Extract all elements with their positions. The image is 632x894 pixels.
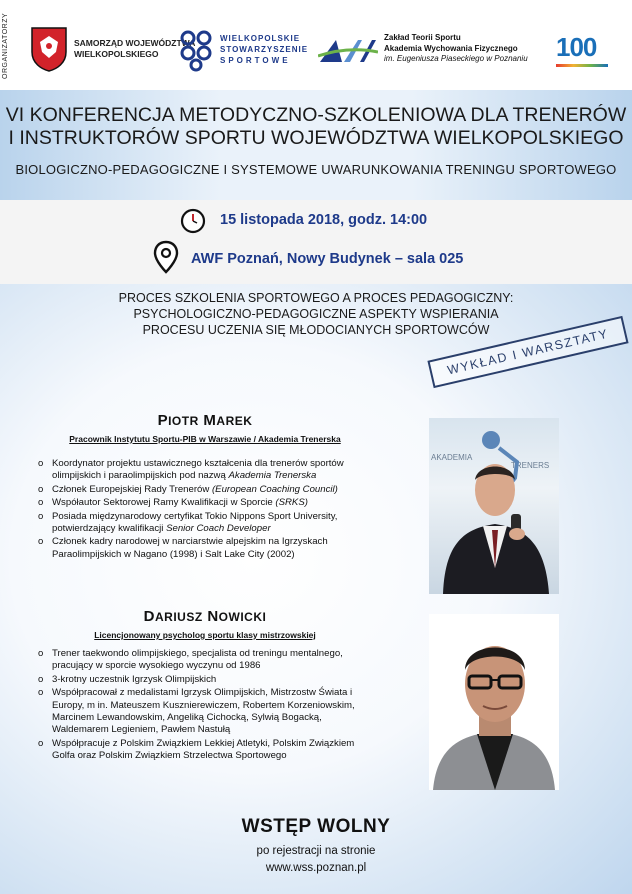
wss-logo-text: WIELKOPOLSKIE STOWARZYSZENIE SPORTOWE [220, 34, 309, 65]
conference-subtitle: BIOLOGICZNO-PEDAGOGICZNE I SYSTEMOWE UWARUNKOWANIA TRENINGU SPORTOWEGO [15, 162, 617, 177]
speaker1-bio-item: o Posiada międzynarodowy certyfikat Tokio Nippons Sport University, potwierdzający kwalifikacji Senior Coach Developer [38, 511, 373, 536]
speaker1-bio-item: o Członek Europejskiej Rady Trenerów (European Coaching Council) [38, 484, 373, 496]
speaker2-name: DARIUSZ NOWICKI [143, 608, 267, 625]
speaker2-bio-item: o Współpracuje z Polskim Związkiem Lekkiej Atletyki, Polskim Związkiem Golfa oraz Polskim Związkiem Strzelectwa Sportowego [38, 738, 373, 763]
samorzad-logo-text: SAMORZĄD WOJEWÓDZTWA WIELKOPOLSKIEGO [74, 38, 196, 59]
registration-link[interactable]: www.wss.poznan.pl [265, 862, 367, 874]
speaker1-name: PIOTR MAREK [157, 412, 253, 429]
speaker2-portrait [429, 614, 559, 790]
wss-emblem-logo [176, 28, 216, 72]
speaker1-bio-item: o Koordynator projektu ustawicznego kształcenia dla trenerów sportów olimpijskich i paraolimpijskich pod nazwą Akademia Trenerska [38, 458, 373, 483]
event-date: 15 listopada 2018, godz. 14:00 [220, 212, 428, 228]
speaker2-role: Licencjonowany psycholog sportu klasy mistrzowskiej [94, 630, 316, 640]
svg-text:AKADEMIA: AKADEMIA [431, 453, 473, 462]
svg-text:TRENERS: TRENERS [511, 461, 550, 470]
registration-note: po rejestracji na stronie [256, 845, 376, 857]
speaker1-bio-item: o Członek kadry narodowej w narciarstwie alpejskim na Igrzyskach Paraolimpijskich w Nagano (1998) i Salt Lake City (2002) [38, 536, 373, 561]
event-location: AWF Poznań, Nowy Budynek – sala 025 [191, 251, 464, 267]
clock-icon [180, 206, 206, 234]
awf-swoosh-icon [318, 36, 378, 66]
awf-logo [318, 36, 378, 66]
speaker1-portrait [429, 418, 559, 594]
lecture-format-stamp: WYKŁAD I WARSZTATY [427, 316, 628, 388]
speaker2-bio-item: o Współpracował z medalistami Igrzysk Olimpijskich, Mistrzostw Świata i Europy, m in. Mateuszem Kusznierewiczem, Robertem Korzeniowskim, Marcinem Lewandowskim, Angeliką Cichocką, Sylwią Bogacką, Waldemarem Legieniem, Pawłem Nastułą [38, 687, 373, 737]
speaker2-bio-list [38, 648, 373, 764]
speaker1-role: Pracownik Instytutu Sportu-PIB w Warszawie / Akademia Trenerska [69, 434, 341, 444]
awf-logo-text: Zakład Teorii Sportu Akademia Wychowania Fizycznego im. Eugeniusza Piaseckiego w Poznaniu [384, 33, 528, 63]
free-entry-headline: WSTĘP WOLNY [241, 816, 391, 837]
speaker2-photo [429, 614, 559, 790]
wielkopolska-crest-logo [30, 26, 68, 72]
speaker1-bio-item: o Współautor Sektorowej Ramy Kwalifikacji w Sporcie (SRKS) [38, 497, 373, 509]
logo-bar [0, 0, 632, 90]
speaker1-bio-list [38, 458, 373, 562]
map-pin-icon [153, 240, 179, 274]
anniversary-stripe [556, 64, 608, 67]
speaker2-bio-item: o 3-krotny uczestnik Igrzysk Olimpijskich [38, 674, 373, 686]
organizers-label: ORGANIZATORZY [2, 12, 9, 80]
conference-title: VI KONFERENCJA METODYCZNO-SZKOLENIOWA DLA TRENERÓW I INSTRUKTORÓW SPORTU WOJEWÓDZTWA WIELKOPOLSKIEGO [5, 104, 627, 149]
speaker1-photo [429, 418, 559, 594]
speaker2-bio-item: o Trener taekwondo olimpijskiego, specjalista od treningu mentalnego, pracujący w sporcie wysokiego wyczynu od 1986 [38, 648, 373, 673]
anniversary-logo: 100 [556, 32, 616, 72]
lecture-title: PROCES SZKOLENIA SPORTOWEGO A PROCES PEDAGOGICZNY: PSYCHOLOGICZNO-PEDAGOGICZNE ASPEKTY WSPIERANIA PROCESU UCZENIA SIĘ MŁODOCIANYCH SPORTOWCÓW [118, 291, 514, 337]
